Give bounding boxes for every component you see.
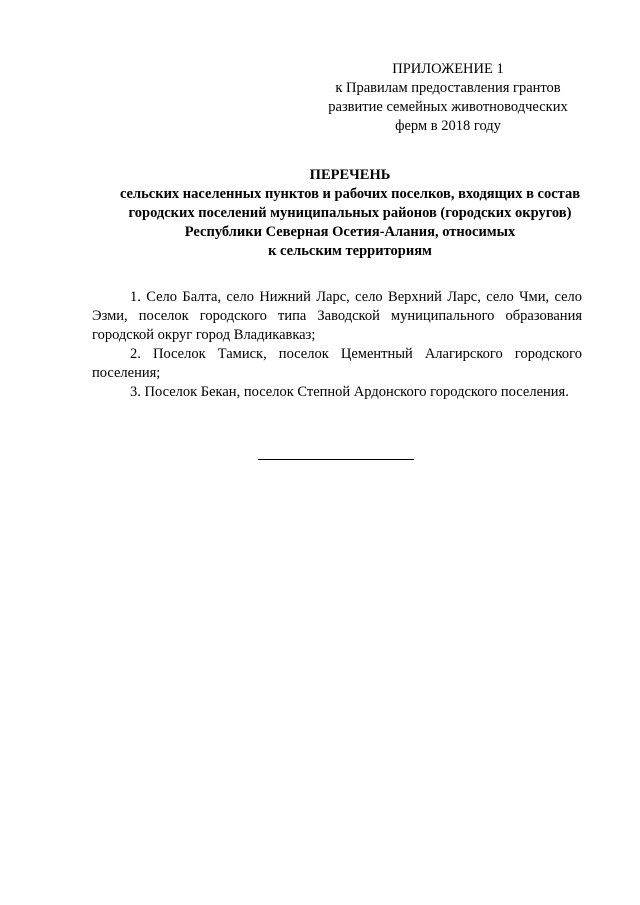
title-line: городских поселений муниципальных районов (городских округов) bbox=[128, 205, 572, 221]
list-body bbox=[92, 288, 582, 402]
appendix-line: к Правилам предоставления грантов bbox=[335, 80, 561, 96]
appendix-block bbox=[300, 60, 596, 136]
appendix-line: ферм в 2018 году bbox=[395, 118, 501, 134]
list-item: 3. Поселок Бекан, поселок Степной Ардонского городского поселения. bbox=[130, 384, 569, 400]
divider-line bbox=[258, 459, 414, 460]
list-item: 2. Поселок Тамиск, поселок Цементный Алагирского городского поселения; bbox=[92, 346, 582, 381]
title-line: сельских населенных пунктов и рабочих поселков, входящих в состав bbox=[119, 186, 581, 202]
list-item: 1. Село Балта, село Нижний Ларс, село Верхний Ларс, село Чми, село Эзми, поселок городского типа Заводской муниципального образования городской округ город Владикавказ; bbox=[92, 289, 582, 343]
title-line: Республики Северная Осетия-Алания, относимых bbox=[184, 224, 516, 240]
title-line: к сельским территориям bbox=[268, 243, 432, 259]
appendix-number: ПРИЛОЖЕНИЕ 1 bbox=[392, 61, 504, 77]
document-title bbox=[60, 166, 640, 261]
title-heading: ПЕРЕЧЕНЬ bbox=[309, 167, 391, 183]
appendix-line: развитие семейных животноводческих bbox=[328, 99, 568, 115]
